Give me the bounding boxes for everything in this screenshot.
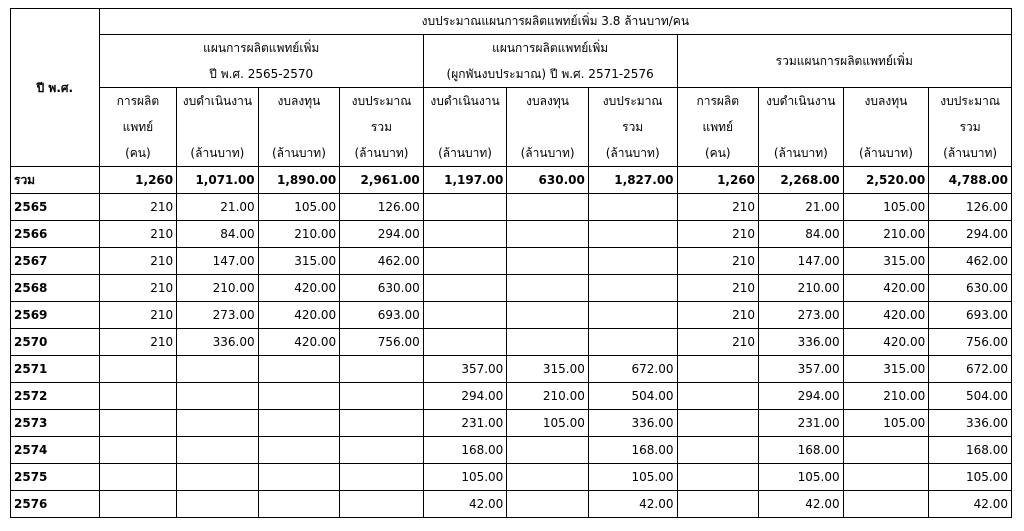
table-cell: 294.00 xyxy=(340,221,424,248)
table-cell: 273.00 xyxy=(177,302,259,329)
table-cell: 147.00 xyxy=(759,248,844,275)
column-header-line: รวม xyxy=(959,120,981,134)
table-cell: 210 xyxy=(677,194,759,221)
table-cell xyxy=(340,437,424,464)
table-cell xyxy=(99,383,176,410)
table-cell xyxy=(588,194,677,221)
table-cell xyxy=(843,464,929,491)
table-cell xyxy=(258,410,340,437)
group-header-line2: ปี พ.ศ. 2565-2570 xyxy=(209,67,314,81)
table-cell xyxy=(507,275,589,302)
table-cell: 273.00 xyxy=(759,302,844,329)
table-cell: 105.00 xyxy=(759,464,844,491)
table-cell: 357.00 xyxy=(423,356,507,383)
group-header-2571-2576 xyxy=(423,35,677,88)
table-cell: 105.00 xyxy=(588,464,677,491)
table-row xyxy=(11,302,1012,329)
column-header-line: งบดำเนินงาน xyxy=(182,94,253,108)
year-cell: 2567 xyxy=(11,248,100,275)
table-cell: 105.00 xyxy=(507,410,589,437)
table-cell: 672.00 xyxy=(588,356,677,383)
table-cell xyxy=(99,410,176,437)
table-cell xyxy=(340,383,424,410)
total-row-label: รวม xyxy=(11,167,100,194)
total-cell: 1,197.00 xyxy=(423,167,507,194)
table-cell: 420.00 xyxy=(258,329,340,356)
table-cell: 504.00 xyxy=(588,383,677,410)
table-cell xyxy=(677,356,759,383)
table-cell: 756.00 xyxy=(340,329,424,356)
table-cell: 336.00 xyxy=(759,329,844,356)
table-cell xyxy=(507,248,589,275)
column-header-line: (คน) xyxy=(125,146,151,160)
year-cell: 2575 xyxy=(11,464,100,491)
total-cell: 1,071.00 xyxy=(177,167,259,194)
table-row xyxy=(11,275,1012,302)
table-cell xyxy=(423,221,507,248)
table-cell xyxy=(258,437,340,464)
table-cell xyxy=(507,302,589,329)
column-header-line: งบลงทุน xyxy=(526,94,569,108)
year-column-header: ปี พ.ศ. xyxy=(11,9,100,167)
table-cell: 315.00 xyxy=(843,356,929,383)
year-cell: 2572 xyxy=(11,383,100,410)
table-cell xyxy=(677,437,759,464)
table-cell: 630.00 xyxy=(340,275,424,302)
column-header xyxy=(423,88,507,167)
table-cell: 42.00 xyxy=(929,491,1012,518)
table-cell: 105.00 xyxy=(929,464,1012,491)
column-header-line: งบประมาณ xyxy=(940,94,1000,108)
table-cell xyxy=(843,491,929,518)
table-row xyxy=(11,356,1012,383)
table-cell: 315.00 xyxy=(258,248,340,275)
table-cell: 315.00 xyxy=(843,248,929,275)
total-cell: 1,260 xyxy=(677,167,759,194)
column-header xyxy=(588,88,677,167)
table-row xyxy=(11,410,1012,437)
table-cell: 210 xyxy=(677,302,759,329)
total-cell: 1,827.00 xyxy=(588,167,677,194)
table-cell xyxy=(258,356,340,383)
table-cell xyxy=(588,302,677,329)
table-cell xyxy=(177,491,259,518)
table-cell: 357.00 xyxy=(759,356,844,383)
table-cell: 231.00 xyxy=(759,410,844,437)
column-header-line: รวม xyxy=(370,120,393,134)
table-cell: 420.00 xyxy=(843,302,929,329)
column-header xyxy=(177,88,259,167)
table-cell xyxy=(423,329,507,356)
table-cell: 336.00 xyxy=(177,329,259,356)
table-cell: 336.00 xyxy=(929,410,1012,437)
table-cell xyxy=(677,491,759,518)
total-cell: 2,268.00 xyxy=(759,167,844,194)
total-row xyxy=(11,167,1012,194)
table-cell: 210 xyxy=(677,248,759,275)
table-cell: 336.00 xyxy=(588,410,677,437)
group-header-line1: แผนการผลิตแพทย์เพิ่ม xyxy=(492,41,609,55)
table-cell xyxy=(588,248,677,275)
table-cell: 42.00 xyxy=(423,491,507,518)
table-cell: 210 xyxy=(99,275,176,302)
table-cell: 693.00 xyxy=(929,302,1012,329)
table-cell: 630.00 xyxy=(929,275,1012,302)
table-cell xyxy=(507,437,589,464)
table-cell: 210 xyxy=(99,221,176,248)
table-row xyxy=(11,248,1012,275)
year-cell: 2573 xyxy=(11,410,100,437)
column-header-line: (ล้านบาท) xyxy=(271,146,326,160)
column-header-line: แพทย์ xyxy=(702,120,734,134)
table-cell xyxy=(258,383,340,410)
total-cell: 1,890.00 xyxy=(258,167,340,194)
year-cell: 2570 xyxy=(11,329,100,356)
table-cell: 420.00 xyxy=(843,275,929,302)
table-cell: 210.00 xyxy=(177,275,259,302)
group-header-line2: (ผูกพันงบประมาณ) ปี พ.ศ. 2571-2576 xyxy=(446,67,654,81)
table-cell: 210 xyxy=(99,329,176,356)
table-cell: 168.00 xyxy=(423,437,507,464)
table-cell: 105.00 xyxy=(843,410,929,437)
column-header xyxy=(677,88,759,167)
column-header xyxy=(507,88,589,167)
table-cell xyxy=(177,356,259,383)
table-cell xyxy=(507,329,589,356)
table-cell: 210 xyxy=(677,329,759,356)
table-cell: 210.00 xyxy=(759,275,844,302)
table-row xyxy=(11,464,1012,491)
column-header-line: (ล้านบาท) xyxy=(190,146,245,160)
column-header xyxy=(99,88,176,167)
column-header-line xyxy=(262,114,337,140)
table-cell xyxy=(423,248,507,275)
table-cell: 84.00 xyxy=(177,221,259,248)
table-cell: 210.00 xyxy=(843,383,929,410)
table-cell: 210 xyxy=(99,248,176,275)
table-cell: 168.00 xyxy=(759,437,844,464)
table-cell: 84.00 xyxy=(759,221,844,248)
table-cell: 168.00 xyxy=(929,437,1012,464)
column-header-line xyxy=(180,114,255,140)
table-cell xyxy=(258,491,340,518)
table-cell: 126.00 xyxy=(929,194,1012,221)
table-cell xyxy=(507,194,589,221)
table-row xyxy=(11,491,1012,518)
total-cell: 630.00 xyxy=(507,167,589,194)
column-header xyxy=(929,88,1012,167)
table-cell: 210.00 xyxy=(507,383,589,410)
table-cell xyxy=(677,464,759,491)
column-header-line: การผลิต xyxy=(116,94,160,108)
table-cell xyxy=(507,464,589,491)
year-cell: 2569 xyxy=(11,302,100,329)
total-cell: 1,260 xyxy=(99,167,176,194)
table-cell: 462.00 xyxy=(340,248,424,275)
column-header-line: (ล้านบาท) xyxy=(773,146,828,160)
column-header xyxy=(258,88,340,167)
group-header-2565-2570 xyxy=(99,35,423,88)
year-cell: 2576 xyxy=(11,491,100,518)
column-header-line: (ล้านบาท) xyxy=(605,146,660,160)
table-cell: 210 xyxy=(677,221,759,248)
table-cell xyxy=(677,383,759,410)
table-cell xyxy=(588,329,677,356)
table-cell xyxy=(177,464,259,491)
table-cell: 294.00 xyxy=(929,221,1012,248)
year-cell: 2571 xyxy=(11,356,100,383)
table-cell xyxy=(258,464,340,491)
table-cell xyxy=(423,302,507,329)
table-cell: 315.00 xyxy=(507,356,589,383)
table-cell: 126.00 xyxy=(340,194,424,221)
column-header-line: งบดำเนินงาน xyxy=(766,94,836,108)
table-cell: 210 xyxy=(677,275,759,302)
table-cell xyxy=(99,356,176,383)
year-cell: 2568 xyxy=(11,275,100,302)
table-cell: 756.00 xyxy=(929,329,1012,356)
year-cell: 2565 xyxy=(11,194,100,221)
table-cell xyxy=(177,437,259,464)
table-cell: 672.00 xyxy=(929,356,1012,383)
table-cell: 462.00 xyxy=(929,248,1012,275)
table-cell xyxy=(423,275,507,302)
table-cell: 42.00 xyxy=(588,491,677,518)
group-header-line1: แผนการผลิตแพทย์เพิ่ม xyxy=(203,41,320,55)
table-cell: 105.00 xyxy=(843,194,929,221)
table-cell xyxy=(340,410,424,437)
table-cell: 210 xyxy=(99,302,176,329)
column-header-line xyxy=(510,114,585,140)
table-cell: 420.00 xyxy=(258,302,340,329)
table-cell xyxy=(507,221,589,248)
table-cell: 210.00 xyxy=(843,221,929,248)
table-cell xyxy=(99,437,176,464)
column-header-line: แพทย์ xyxy=(122,120,154,134)
table-cell: 210.00 xyxy=(258,221,340,248)
table-main-title: งบประมาณแผนการผลิตแพทย์เพิ่ม 3.8 ล้านบาท/คน xyxy=(99,9,1011,35)
column-header xyxy=(340,88,424,167)
table-cell xyxy=(507,491,589,518)
column-header-line xyxy=(427,114,504,140)
column-header xyxy=(759,88,844,167)
group-header-total: รวมแผนการผลิตแพทย์เพิ่ม xyxy=(677,35,1011,88)
table-cell: 168.00 xyxy=(588,437,677,464)
column-header-line: (ล้านบาท) xyxy=(858,146,913,160)
column-header-line: งบประมาณ xyxy=(351,94,412,108)
table-cell xyxy=(99,464,176,491)
table-cell: 420.00 xyxy=(843,329,929,356)
column-header xyxy=(843,88,929,167)
table-cell: 105.00 xyxy=(423,464,507,491)
budget-table xyxy=(10,8,1012,518)
table-cell: 693.00 xyxy=(340,302,424,329)
total-cell: 2,520.00 xyxy=(843,167,929,194)
year-cell: 2566 xyxy=(11,221,100,248)
table-cell xyxy=(588,221,677,248)
table-row xyxy=(11,329,1012,356)
table-cell: 42.00 xyxy=(759,491,844,518)
table-cell: 231.00 xyxy=(423,410,507,437)
table-cell xyxy=(340,464,424,491)
column-header-line: (ล้านบาท) xyxy=(520,146,575,160)
column-header-line xyxy=(847,114,926,140)
table-cell xyxy=(677,410,759,437)
column-header-line xyxy=(762,114,840,140)
table-cell: 21.00 xyxy=(759,194,844,221)
column-header-line: งบลงทุน xyxy=(277,94,321,108)
table-cell xyxy=(423,194,507,221)
table-cell: 105.00 xyxy=(258,194,340,221)
table-cell xyxy=(588,275,677,302)
table-cell: 504.00 xyxy=(929,383,1012,410)
table-cell: 420.00 xyxy=(258,275,340,302)
table-cell: 210 xyxy=(99,194,176,221)
column-header-line: (ล้านบาท) xyxy=(943,146,998,160)
table-row xyxy=(11,221,1012,248)
table-cell xyxy=(99,491,176,518)
table-cell xyxy=(340,356,424,383)
column-header-line: (ล้านบาท) xyxy=(354,146,409,160)
table-cell: 147.00 xyxy=(177,248,259,275)
table-cell: 294.00 xyxy=(423,383,507,410)
table-cell xyxy=(177,410,259,437)
column-header-line: รวม xyxy=(622,120,644,134)
column-header-line: งบลงทุน xyxy=(864,94,908,108)
table-cell: 21.00 xyxy=(177,194,259,221)
table-row xyxy=(11,383,1012,410)
table-cell xyxy=(843,437,929,464)
column-header-line: การผลิต xyxy=(696,94,740,108)
column-header-line: งบประมาณ xyxy=(602,94,663,108)
table-cell xyxy=(340,491,424,518)
column-header-line: (คน) xyxy=(704,146,731,160)
table-row xyxy=(11,194,1012,221)
total-cell: 4,788.00 xyxy=(929,167,1012,194)
year-cell: 2574 xyxy=(11,437,100,464)
total-cell: 2,961.00 xyxy=(340,167,424,194)
column-header-line: (ล้านบาท) xyxy=(438,146,492,160)
table-row xyxy=(11,437,1012,464)
table-cell xyxy=(177,383,259,410)
column-header-line: งบดำเนินงาน xyxy=(430,94,500,108)
table-cell: 294.00 xyxy=(759,383,844,410)
